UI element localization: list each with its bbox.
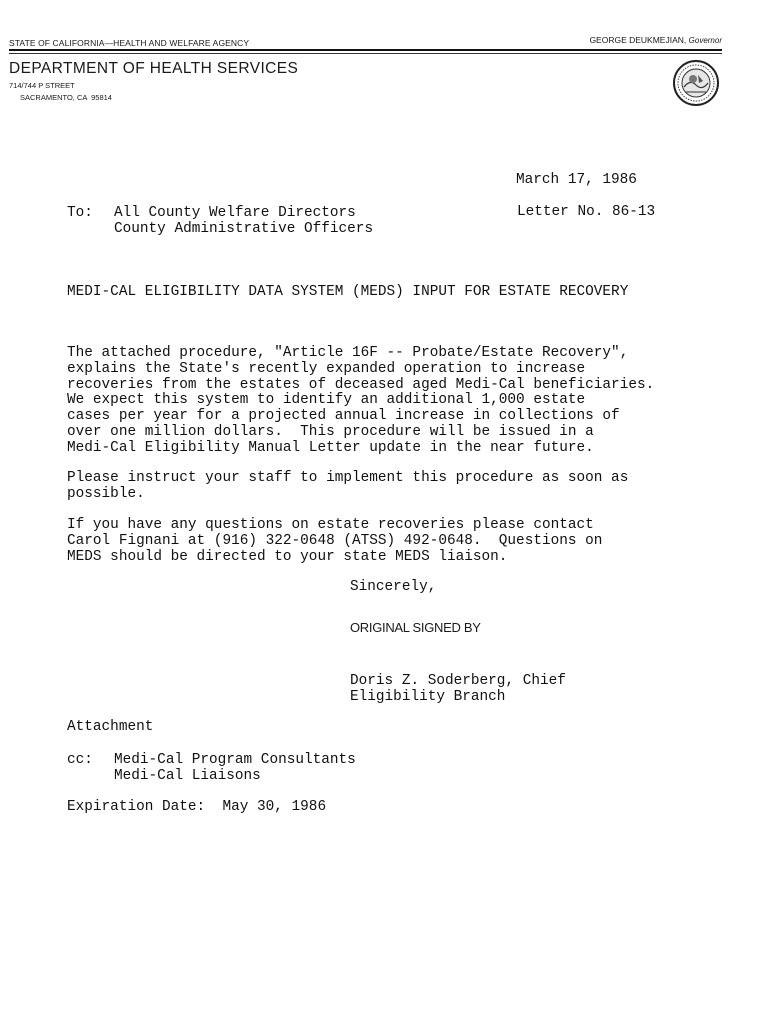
signature-stamp: ORIGINAL SIGNED BY [350,620,481,635]
expiration-date: Expiration Date: May 30, 1986 [67,799,327,815]
letter-date: March 17, 1986 [516,172,637,188]
recipient-line: County Administrative Officers [114,221,374,237]
governor-title: Governor [688,36,722,45]
body-paragraph: The attached procedure, "Article 16F -- Probate/Estate Recovery", explains the State's recently expanded operation to increase recoveries from the estates of deceased aged Medi-Cal beneficiaries. We expect this system to identify an additional 1,000 estate cases per year for a projected annual increase in collections of over one million dollars. This procedure will be issued in a Medi-Cal Eligibility Manual Letter update in the near future. [67,345,655,456]
cc-label: cc: [67,752,93,768]
letterhead-rule [9,49,722,51]
signer-name: Doris Z. Soderberg, Chief [350,673,566,689]
signer-title: Eligibility Branch [350,689,506,705]
governor-name: GEORGE DEUKMEJIAN, [589,35,687,45]
state-seal-icon [672,59,720,107]
department-name: DEPARTMENT OF HEALTH SERVICES [9,60,299,77]
attachment-note: Attachment [67,719,154,735]
governor-line [589,35,722,45]
subject-line: MEDI-CAL ELIGIBILITY DATA SYSTEM (MEDS) INPUT FOR ESTATE RECOVERY [67,284,629,300]
address-city: SACRAMENTO, CA 95814 [20,93,112,102]
agency-name: STATE OF CALIFORNIA—HEALTH AND WELFARE AGENCY [9,38,250,48]
address-street: 714/744 P STREET [9,81,75,90]
letter-number: Letter No. 86-13 [517,204,656,220]
to-label: To: [67,205,93,221]
letterhead-rule-thin [9,53,722,54]
body-paragraph: Please instruct your staff to implement this procedure as soon as possible. [67,470,629,502]
recipient-line: All County Welfare Directors [114,205,356,221]
cc-recipient: Medi-Cal Liaisons [114,768,261,784]
body-paragraph: If you have any questions on estate recoveries please contact Carol Fignani at (916) 322-0648 (ATSS) 492-0648. Questions on MEDS should be directed to your state MEDS liaison. [67,517,603,565]
cc-recipient: Medi-Cal Program Consultants [114,752,356,768]
closing: Sincerely, [350,579,437,595]
